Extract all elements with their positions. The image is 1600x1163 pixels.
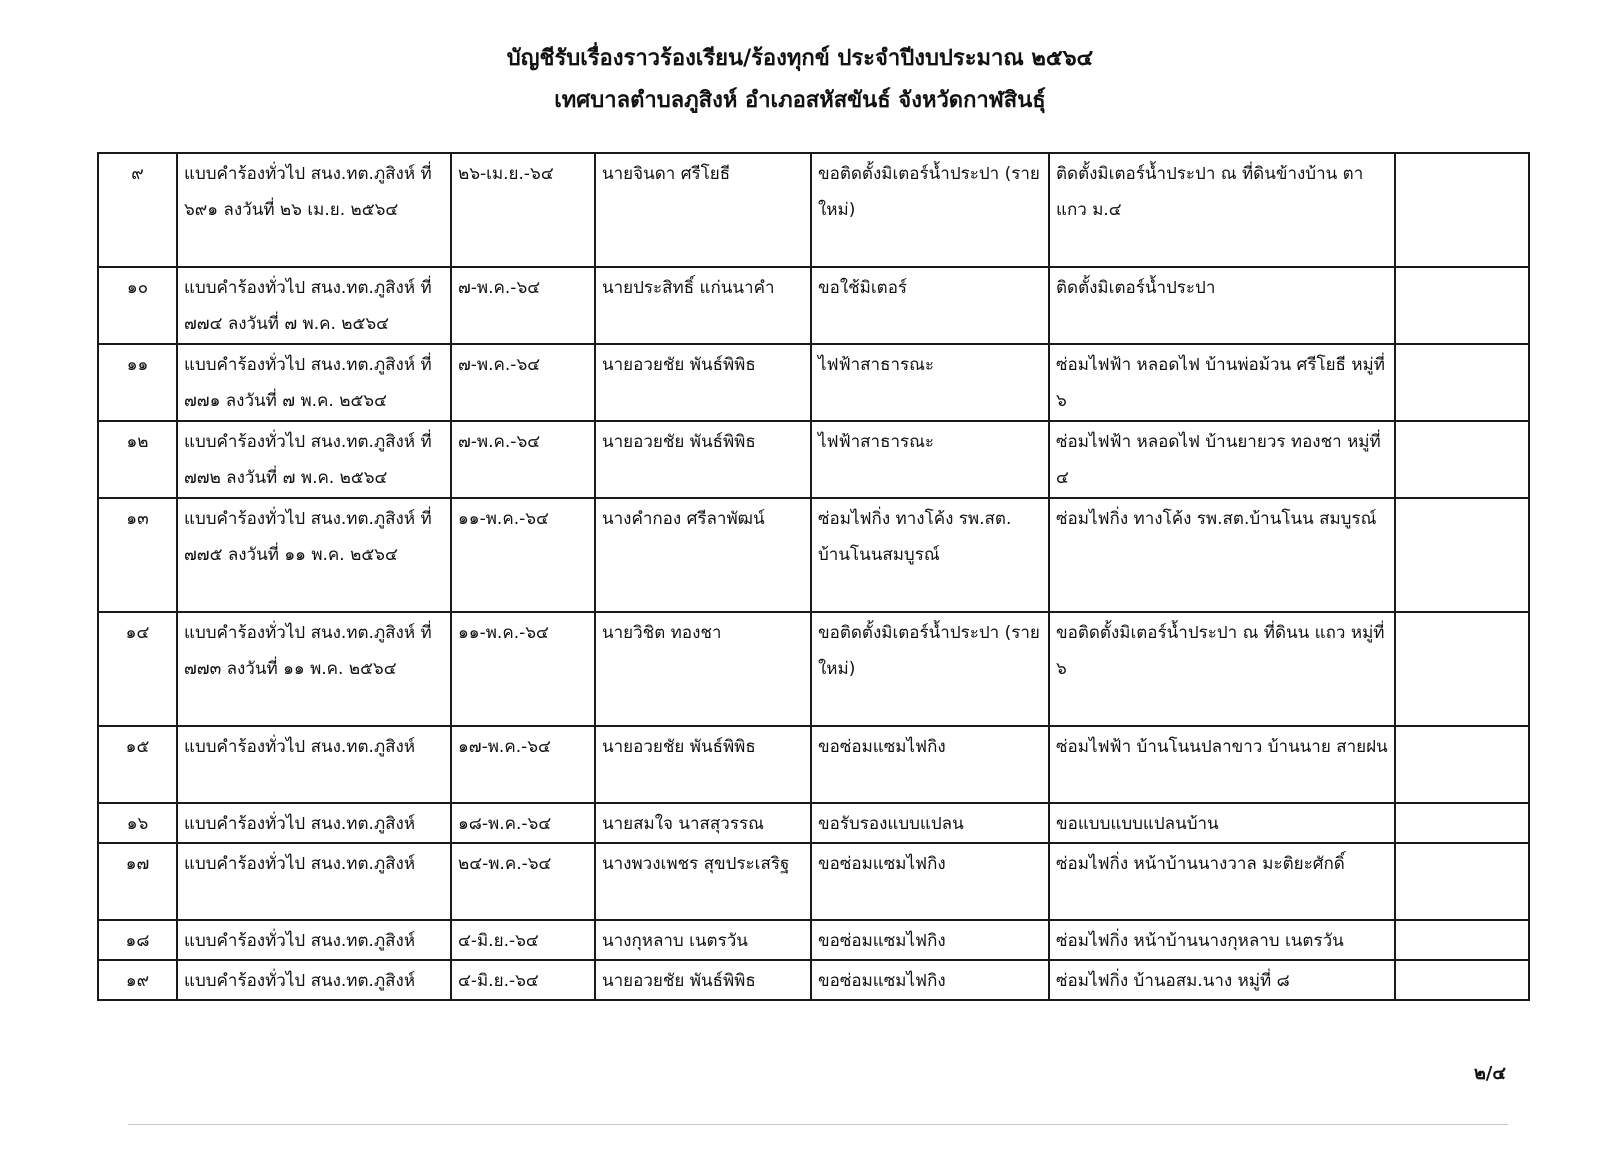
table-row (98, 803, 1529, 843)
cell-action: ซ่อมไฟกิ่ง หน้าบ้านนางวาล มะติยะศักดิ์ (1049, 843, 1395, 920)
cell-subject: ขอซ่อมแซมไฟกิง (811, 726, 1049, 803)
cell-note (1395, 344, 1529, 421)
cell-document: แบบคำร้องทั่วไป สนง.ทต.ภูสิงห์ (177, 843, 451, 920)
cell-note (1395, 612, 1529, 726)
complaint-register-table (97, 152, 1530, 1001)
cell-subject: ซ่อมไฟกิ่ง ทางโค้ง รพ.สต. บ้านโนนสมบูรณ์ (811, 498, 1049, 612)
cell-note (1395, 498, 1529, 612)
cell-note (1395, 843, 1529, 920)
cell-action: ซ่อมไฟฟ้า บ้านโนนปลาขาว บ้านนาย สายฝน (1049, 726, 1395, 803)
cell-name: นายอวยชัย พันธ์พิพิธ (595, 421, 811, 498)
cell-name: นายอวยชัย พันธ์พิพิธ (595, 726, 811, 803)
cell-action: ขอติดตั้งมิเตอร์น้ำประปา ณ ที่ดินน แถว หมู่ที่ ๖ (1049, 612, 1395, 726)
cell-date: ๗-พ.ค.-๖๔ (451, 267, 595, 344)
cell-note (1395, 803, 1529, 843)
cell-subject: ขอซ่อมแซมไฟกิง (811, 920, 1049, 960)
cell-date: ๑๗-พ.ค.-๖๔ (451, 726, 595, 803)
cell-note (1395, 421, 1529, 498)
cell-document: แบบคำร้องทั่วไป สนง.ทต.ภูสิงห์ ที่ ๗๗๓ ลงวันที่ ๑๑ พ.ค. ๒๕๖๔ (177, 612, 451, 726)
cell-no: ๑๒ (98, 421, 177, 498)
cell-document: แบบคำร้องทั่วไป สนง.ทต.ภูสิงห์ (177, 803, 451, 843)
cell-date: ๔-มิ.ย.-๖๔ (451, 920, 595, 960)
table-row (98, 267, 1529, 344)
cell-no: ๑๗ (98, 843, 177, 920)
scan-edge-line (128, 1124, 1508, 1125)
cell-note (1395, 920, 1529, 960)
table-row (98, 843, 1529, 920)
cell-subject: ขอรับรองแบบแปลน (811, 803, 1049, 843)
cell-subject: ไฟฟ้าสาธารณะ (811, 344, 1049, 421)
cell-action: ซ่อมไฟฟ้า หลอดไฟ บ้านยายวร ทองชา หมู่ที่ ๔ (1049, 421, 1395, 498)
cell-no: ๑๐ (98, 267, 177, 344)
cell-subject: ขอติดตั้งมิเตอร์น้ำประปา (รายใหม่) (811, 153, 1049, 267)
cell-no: ๑๑ (98, 344, 177, 421)
cell-no: ๑๓ (98, 498, 177, 612)
cell-subject: ขอติดตั้งมิเตอร์น้ำประปา (รายใหม่) (811, 612, 1049, 726)
cell-name: นายประสิทธิ์ แก่นนาคำ (595, 267, 811, 344)
table-row (98, 344, 1529, 421)
cell-name: นางพวงเพชร สุขประเสริฐ (595, 843, 811, 920)
page-title: บัญชีรับเรื่องราวร้องเรียน/ร้องทุกข์ ประจำปีงบประมาณ ๒๕๖๔ (506, 46, 1094, 71)
table-row (98, 960, 1529, 1000)
cell-date: ๑๑-พ.ค.-๖๔ (451, 612, 595, 726)
cell-action: ติดตั้งมิเตอร์น้ำประปา ณ ที่ดินข้างบ้าน ตาแกว ม.๔ (1049, 153, 1395, 267)
cell-subject: ไฟฟ้าสาธารณะ (811, 421, 1049, 498)
cell-name: นางกุหลาบ เนตรวัน (595, 920, 811, 960)
cell-name: นางคำกอง ศรีลาพัฒน์ (595, 498, 811, 612)
cell-name: นายวิชิต ทองชา (595, 612, 811, 726)
table-row (98, 421, 1529, 498)
cell-note (1395, 726, 1529, 803)
page-number: ๒/๔ (1473, 1063, 1506, 1084)
cell-no: ๑๔ (98, 612, 177, 726)
cell-name: นายสมใจ นาสสุวรรณ (595, 803, 811, 843)
cell-action: ซ่อมไฟกิ่ง บ้านอสม.นาง หมู่ที่ ๘ (1049, 960, 1395, 1000)
cell-date: ๑๘-พ.ค.-๖๔ (451, 803, 595, 843)
cell-action: ซ่อมไฟกิ่ง ทางโค้ง รพ.สต.บ้านโนน สมบูรณ์ (1049, 498, 1395, 612)
table-row (98, 498, 1529, 612)
cell-document: แบบคำร้องทั่วไป สนง.ทต.ภูสิงห์ ที่ ๗๗๔ ลงวันที่ ๗ พ.ค. ๒๕๖๔ (177, 267, 451, 344)
cell-document: แบบคำร้องทั่วไป สนง.ทต.ภูสิงห์ ที่ ๗๗๒ ลงวันที่ ๗ พ.ค. ๒๕๖๔ (177, 421, 451, 498)
cell-subject: ขอซ่อมแซมไฟกิง (811, 960, 1049, 1000)
cell-action: ซ่อมไฟกิ่ง หน้าบ้านนางกุหลาบ เนตรวัน (1049, 920, 1395, 960)
cell-note (1395, 960, 1529, 1000)
cell-document: แบบคำร้องทั่วไป สนง.ทต.ภูสิงห์ ที่ ๗๗๑ ลงวันที่ ๗ พ.ค. ๒๕๖๔ (177, 344, 451, 421)
cell-date: ๒๔-พ.ค.-๖๔ (451, 843, 595, 920)
table-row (98, 726, 1529, 803)
cell-action: ติดตั้งมิเตอร์น้ำประปา (1049, 267, 1395, 344)
table-row (98, 612, 1529, 726)
cell-no: ๑๘ (98, 920, 177, 960)
cell-document: แบบคำร้องทั่วไป สนง.ทต.ภูสิงห์ (177, 920, 451, 960)
cell-name: นายอวยชัย พันธ์พิพิธ (595, 344, 811, 421)
page-subtitle: เทศบาลตำบลภูสิงห์ อำเภอสหัสขันธ์ จังหวัดกาฬสินธุ์ (554, 88, 1046, 113)
cell-no: ๙ (98, 153, 177, 267)
cell-date: ๒๖-เม.ย.-๖๔ (451, 153, 595, 267)
cell-document: แบบคำร้องทั่วไป สนง.ทต.ภูสิงห์ (177, 960, 451, 1000)
cell-date: ๑๑-พ.ค.-๖๔ (451, 498, 595, 612)
cell-document: แบบคำร้องทั่วไป สนง.ทต.ภูสิงห์ ที่ ๖๙๑ ลงวันที่ ๒๖ เม.ย. ๒๕๖๔ (177, 153, 451, 267)
cell-date: ๗-พ.ค.-๖๔ (451, 421, 595, 498)
cell-no: ๑๕ (98, 726, 177, 803)
table-row (98, 153, 1529, 267)
cell-date: ๗-พ.ค.-๖๔ (451, 344, 595, 421)
table-row (98, 920, 1529, 960)
cell-action: ขอแบบแบบแปลนบ้าน (1049, 803, 1395, 843)
cell-date: ๔-มิ.ย.-๖๔ (451, 960, 595, 1000)
cell-subject: ขอซ่อมแซมไฟกิง (811, 843, 1049, 920)
cell-document: แบบคำร้องทั่วไป สนง.ทต.ภูสิงห์ (177, 726, 451, 803)
cell-action: ซ่อมไฟฟ้า หลอดไฟ บ้านพ่อม้วน ศรีโยธี หมู่ที่ ๖ (1049, 344, 1395, 421)
cell-note (1395, 267, 1529, 344)
cell-no: ๑๖ (98, 803, 177, 843)
cell-no: ๑๙ (98, 960, 177, 1000)
cell-subject: ขอใช้มิเตอร์ (811, 267, 1049, 344)
cell-note (1395, 153, 1529, 267)
cell-name: นายจินดา ศรีโยธี (595, 153, 811, 267)
cell-name: นายอวยชัย พันธ์พิพิธ (595, 960, 811, 1000)
cell-document: แบบคำร้องทั่วไป สนง.ทต.ภูสิงห์ ที่ ๗๗๕ ลงวันที่ ๑๑ พ.ค. ๒๕๖๔ (177, 498, 451, 612)
